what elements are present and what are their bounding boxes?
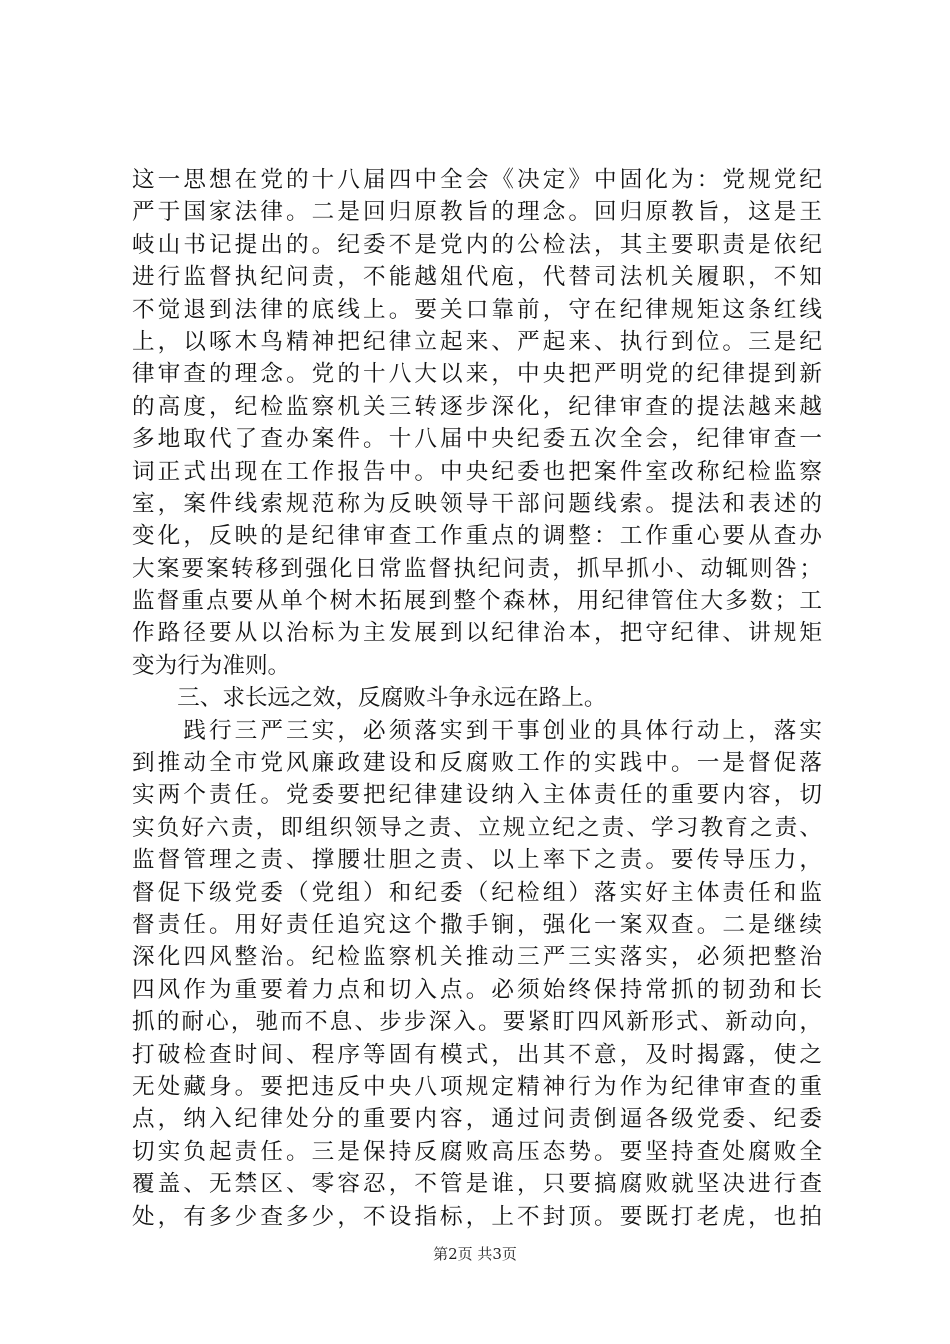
document-body xyxy=(132,164,822,1233)
text-line: 实两个责任。党委要把纪律建设纳入主体责任的重要内容，切 xyxy=(132,782,822,809)
text-line: 三、求长远之效，反腐败斗争永远在路上。 xyxy=(132,685,607,712)
text-line: 督促下级党委（党组）和纪委（纪检组）落实好主体责任和监 xyxy=(132,879,822,906)
text-line: 不觉退到法律的底线上。要关口靠前，守在纪律规矩这条红线 xyxy=(132,296,822,323)
text-line: 深化四风整治。纪检监察机关推动三严三实落实，必须把整治 xyxy=(132,944,822,971)
text-line: 处，有多少查多少，不设指标，上不封顶。要既打老虎，也拍 xyxy=(132,1203,822,1230)
text-line: 践行三严三实，必须落实到干事创业的具体行动上，落实 xyxy=(132,717,822,744)
text-line: 律审查的理念。党的十八大以来，中央把严明党的纪律提到新 xyxy=(132,361,822,388)
text-line: 督责任。用好责任追究这个撒手锏，强化一案双查。二是继续 xyxy=(132,911,822,938)
text-line: 覆盖、无禁区、零容忍，不管是谁，只要搞腐败就坚决进行查 xyxy=(132,1171,822,1198)
page-footer: 第2页 共3页 xyxy=(433,1245,517,1263)
text-line: 的高度，纪检监察机关三转逐步深化，纪律审查的提法越来越 xyxy=(132,393,822,420)
text-line: 岐山书记提出的。纪委不是党内的公检法，其主要职责是依纪 xyxy=(132,231,822,258)
text-line: 实负好六责，即组织领导之责、立规立纪之责、学习教育之责、 xyxy=(132,814,822,841)
text-line: 作路径要从以治标为主发展到以纪律治本，把守纪律、讲规矩 xyxy=(132,620,822,647)
text-line: 变化，反映的是纪律审查工作重点的调整：工作重心要从查办 xyxy=(132,523,822,550)
text-line: 打破检查时间、程序等固有模式，出其不意，及时揭露，使之 xyxy=(132,1041,822,1068)
text-line: 点，纳入纪律处分的重要内容，通过问责倒逼各级党委、纪委 xyxy=(132,1106,822,1133)
text-line: 词正式出现在工作报告中。中央纪委也把案件室改称纪检监察 xyxy=(132,458,822,485)
text-line: 变为行为准则。 xyxy=(132,652,291,679)
text-line: 这一思想在党的十八届四中全会《决定》中固化为：党规党纪 xyxy=(132,167,822,193)
text-line: 大案要案转移到强化日常监督执纪问责，抓早抓小、动辄则咎； xyxy=(132,555,822,582)
text-line: 监督重点要从单个树木拓展到整个森林，用纪律管住大多数；工 xyxy=(132,588,822,615)
text-line: 进行监督执纪问责，不能越俎代庖，代替司法机关履职，不知 xyxy=(132,264,822,291)
text-line: 监督管理之责、撑腰壮胆之责、以上率下之责。要传导压力， xyxy=(132,847,822,874)
text-line: 室，案件线索规范称为反映领导干部问题线索。提法和表述的 xyxy=(132,490,822,517)
text-line: 无处藏身。要把违反中央八项规定精神行为作为纪律审查的重 xyxy=(132,1073,822,1100)
text-line: 多地取代了查办案件。十八届中央纪委五次全会，纪律审查一 xyxy=(132,426,822,453)
text-line: 切实负起责任。三是保持反腐败高压态势。要坚持查处腐败全 xyxy=(132,1138,822,1165)
text-line: 严于国家法律。二是回归原教旨的理念。回归原教旨，这是王 xyxy=(132,199,822,226)
text-line: 到推动全市党风廉政建设和反腐败工作的实践中。一是督促落 xyxy=(132,750,822,777)
text-line: 上，以啄木鸟精神把纪律立起来、严起来、执行到位。三是纪 xyxy=(132,328,822,355)
text-line: 四风作为重要着力点和切入点。必须始终保持常抓的韧劲和长 xyxy=(132,976,822,1003)
text-line: 抓的耐心，驰而不息、步步深入。要紧盯四风新形式、新动向， xyxy=(132,1009,822,1036)
